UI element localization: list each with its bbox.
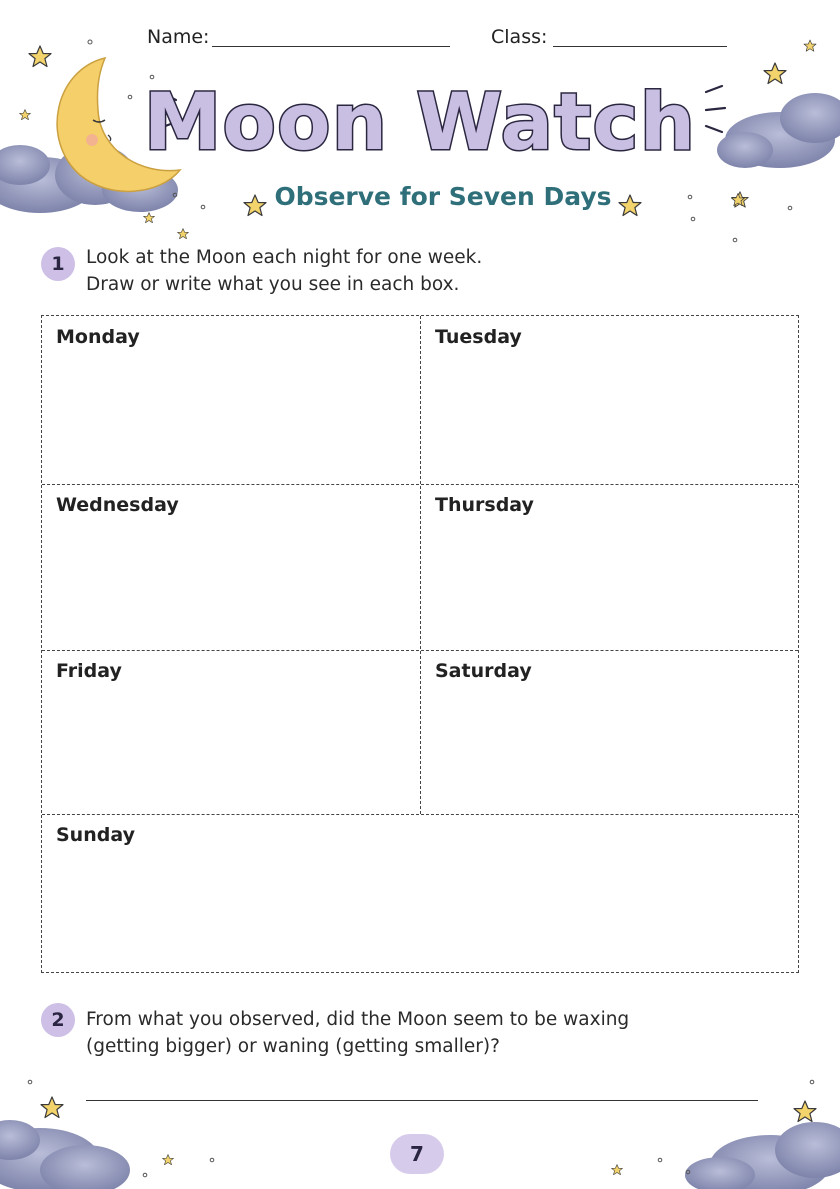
question-1-text (86, 244, 482, 298)
day-label: Wednesday (56, 494, 179, 516)
name-label: Name: (147, 26, 210, 48)
question-2-text (86, 1006, 629, 1060)
day-label: Saturday (435, 660, 532, 682)
day-label: Monday (56, 326, 140, 348)
page-subtitle: Observe for Seven Days (274, 182, 612, 211)
day-box-saturday[interactable] (420, 650, 798, 814)
day-label: Thursday (435, 494, 534, 516)
class-line[interactable] (553, 46, 727, 47)
page-title: Moon Watch (143, 78, 697, 168)
question-number-badge: 1 (41, 247, 75, 281)
day-box-monday[interactable] (42, 316, 420, 484)
question-number-badge: 2 (41, 1003, 75, 1037)
cloud-icon (0, 1120, 130, 1189)
answer-line[interactable] (86, 1100, 758, 1101)
day-box-sunday[interactable] (42, 814, 798, 972)
class-label: Class: (491, 26, 548, 48)
day-label: Friday (56, 660, 122, 682)
page-number: 7 (390, 1134, 444, 1174)
day-box-wednesday[interactable] (42, 484, 420, 650)
question-1-line-2: Draw or write what you see in each box. (86, 274, 460, 295)
cloud-icon (685, 1122, 840, 1189)
day-box-friday[interactable] (42, 650, 420, 814)
question-2-line-1: From what you observed, did the Moon seem to be waxing (86, 1009, 630, 1030)
day-box-tuesday[interactable] (420, 316, 798, 484)
day-label: Sunday (56, 824, 135, 846)
observation-grid (41, 315, 799, 973)
name-line[interactable] (212, 46, 450, 47)
day-label: Tuesday (435, 326, 522, 348)
question-1-line-1: Look at the Moon each night for one week. (86, 247, 483, 268)
question-2-line-2: (getting bigger) or waning (getting smaller)? (86, 1036, 500, 1057)
day-box-thursday[interactable] (420, 484, 798, 650)
